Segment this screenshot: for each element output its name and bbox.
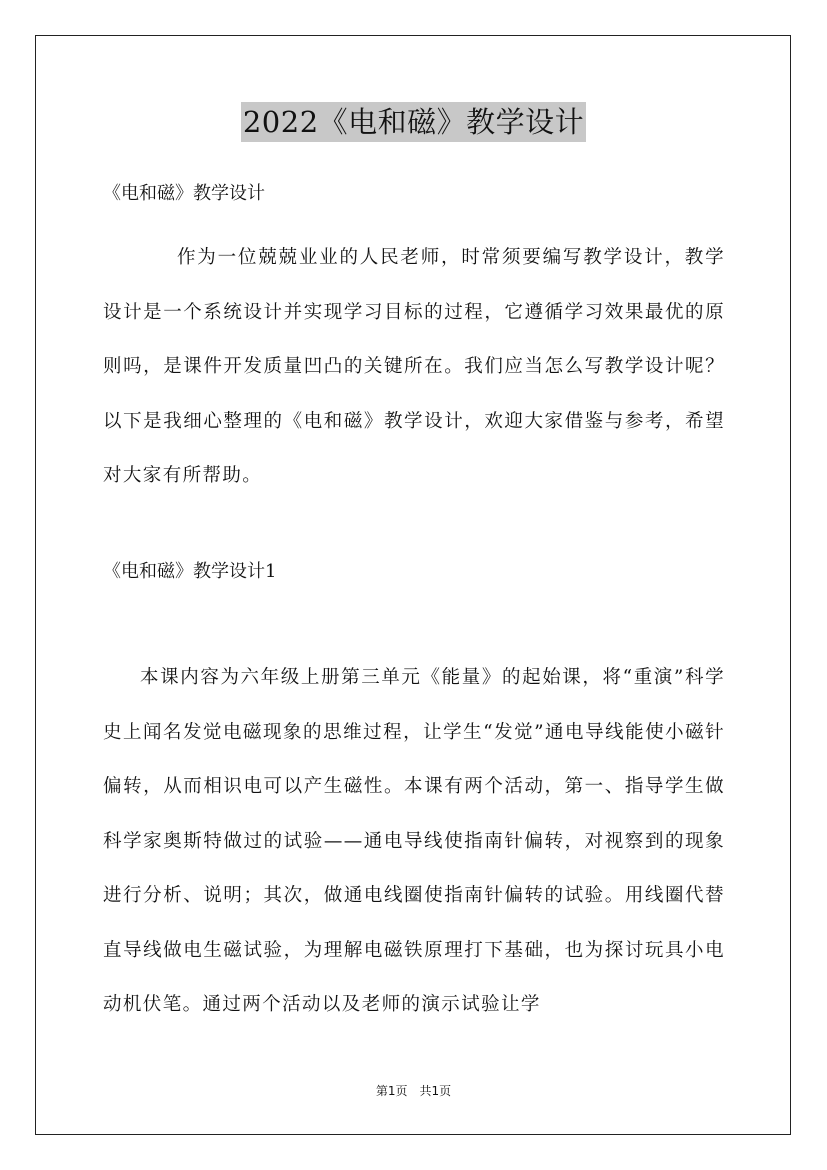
section-heading: 《电和磁》教学设计1 [103,561,277,582]
title-container [0,102,827,142]
document-title: 2022《电和磁》教学设计 [241,102,586,142]
page-number-footer: 第1页 共1页 [375,1084,452,1098]
section-paragraph: 本课内容为六年级上册第三单元《能量》的起始课，将“重演”科学史上闻名发觉电磁现象的思维过程，让学生“发觉”通电导线能使小磁针偏转，从而相识电可以产生磁性。本课有两个活动，第一、指导学生做科学家奥斯特做过的试验——通电导线使指南针偏转，对视察到的现象进行分析、说明；其次，做通电线圈使指南针偏转的试验。用线圈代替直导线做电生磁试验，为理解电磁铁原理打下基础，也为探讨玩具小电动机伏笔。通过两个活动以及老师的演示试验让学 [103,667,725,1015]
document-subtitle: 《电和磁》教学设计 [103,183,265,204]
intro-paragraph: 作为一位兢兢业业的人民老师，时常须要编写教学设计，教学设计是一个系统设计并实现学习目标的过程，它遵循学习效果最优的原则吗，是课件开发质量凹凸的关键所在。我们应当怎么写教学设计呢？以下是我细心整理的《电和磁》教学设计，欢迎大家借鉴与参考，希望对大家有所帮助。 [103,247,725,486]
